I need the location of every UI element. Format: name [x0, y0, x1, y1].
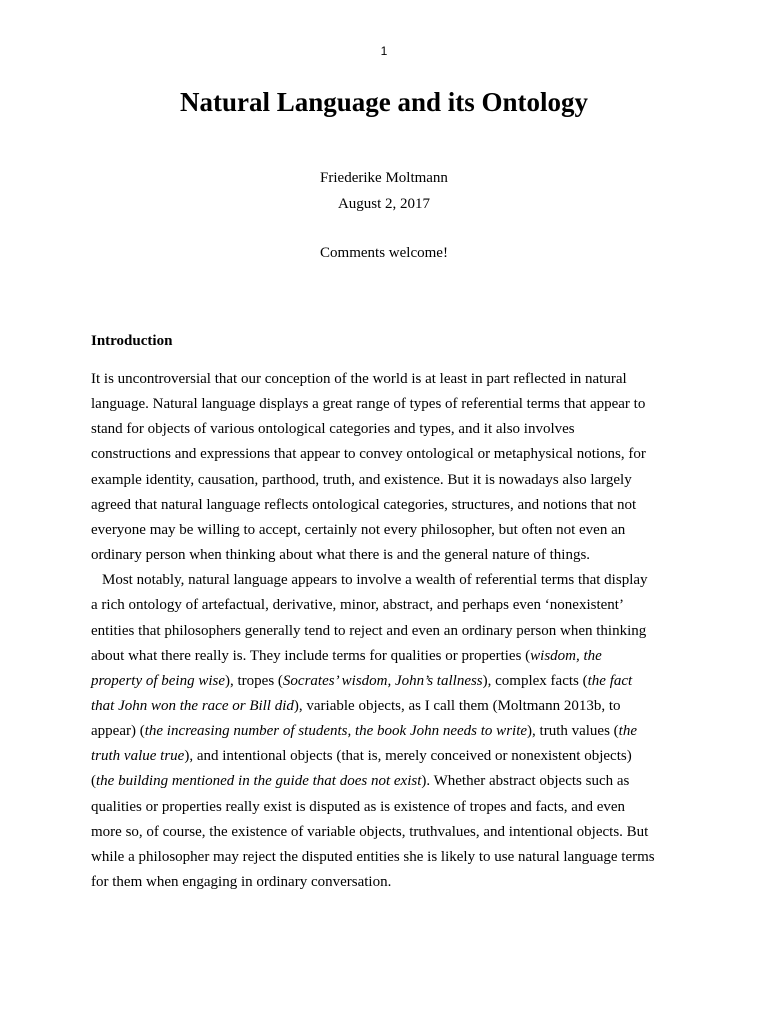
body-line [91, 672, 632, 690]
text-run: Most notably, natural language appears to involve a wealth of referential terms that display [102, 572, 648, 588]
text-run: about what there really is. They include terms for qualities or properties ( [91, 648, 531, 664]
body-line [91, 420, 575, 438]
text-run: ), truth values ( [527, 723, 619, 739]
text-run: qualities or properties really exist is disputed as is existence of tropes and facts, and even [91, 799, 626, 815]
italic-phrase: the [618, 723, 637, 739]
body-line [91, 496, 636, 514]
text-run: ), tropes ( [225, 673, 283, 689]
text-run: constructions and expressions that appear to convey ontological or metaphysical notions, for [91, 446, 646, 462]
body-line [102, 571, 648, 589]
body-line [91, 722, 637, 740]
section-heading: Introduction [91, 333, 173, 349]
italic-phrase: the increasing number of students, the book John needs to write [144, 723, 528, 739]
italic-phrase: the fact [587, 673, 633, 689]
italic-phrase: truth value true [91, 748, 185, 764]
body-line [91, 697, 621, 715]
body-line [91, 848, 655, 866]
body-line [91, 370, 627, 388]
italic-phrase: property of being wise [91, 673, 226, 689]
body-line [91, 798, 625, 816]
italic-phrase: wisdom, the [530, 648, 602, 664]
paper-title: Natural Language and its Ontology [179, 87, 589, 117]
text-run: entities that philosophers generally tend to reject and even an ordinary person when thinking [91, 623, 647, 639]
text-run: ), complex facts ( [482, 673, 588, 689]
text-run: ( [91, 773, 96, 789]
text-run: more so, of course, the existence of variable objects, truthvalues, and intentional objects. But [91, 824, 649, 840]
text-run: while a philosopher may reject the disputed entities she is likely to use natural language terms [91, 849, 655, 865]
comments-note: Comments welcome! [320, 245, 448, 261]
text-run: appear) ( [91, 723, 145, 739]
italic-phrase: Socrates’ wisdom, John’s tallness [282, 673, 483, 689]
author-name: Friederike Moltmann [320, 170, 448, 186]
body-line [91, 471, 632, 489]
body-line [91, 823, 648, 841]
text-run: ), and intentional objects (that is, merely conceived or nonexistent objects) [184, 748, 632, 764]
body-line [91, 546, 590, 564]
italic-phrase: that John won the race or Bill did [91, 698, 294, 714]
text-run: for them when engaging in ordinary conversation. [91, 874, 392, 890]
page-number: 1 [380, 44, 388, 58]
text-run: ordinary person when thinking about what there is and the general nature of things. [91, 547, 591, 563]
text-run: It is uncontroversial that our conception of the world is at least in part reflected in natural [91, 371, 627, 387]
body-line [91, 772, 629, 790]
body-line [91, 647, 602, 665]
body-line [91, 521, 625, 539]
body-line [91, 445, 646, 463]
italic-phrase: the building mentioned in the guide that does not exist [96, 773, 422, 789]
text-run: everyone may be willing to accept, certainly not every philosopher, but often not even an [91, 522, 626, 538]
body-line [91, 596, 624, 614]
text-run: stand for objects of various ontological categories and types, and it also involves [91, 421, 575, 437]
body-line [91, 395, 645, 413]
text-run: ). Whether abstract objects such as [421, 773, 630, 789]
body-line [91, 622, 646, 640]
text-run: ), variable objects, as I call them (Moltmann 2013b, to [293, 698, 621, 714]
text-run: agreed that natural language reflects ontological categories, structures, and notions that not [91, 497, 637, 513]
text-run: example identity, causation, parthood, truth, and existence. But it is nowadays also largely [91, 472, 632, 488]
body-line [91, 747, 632, 765]
body-line [91, 873, 391, 891]
text-run: language. Natural language displays a great range of types of referential terms that appear to [91, 396, 646, 412]
paper-date: August 2, 2017 [337, 196, 431, 212]
text-run: a rich ontology of artefactual, derivative, minor, abstract, and perhaps even ‘nonexistent’ [91, 597, 624, 613]
